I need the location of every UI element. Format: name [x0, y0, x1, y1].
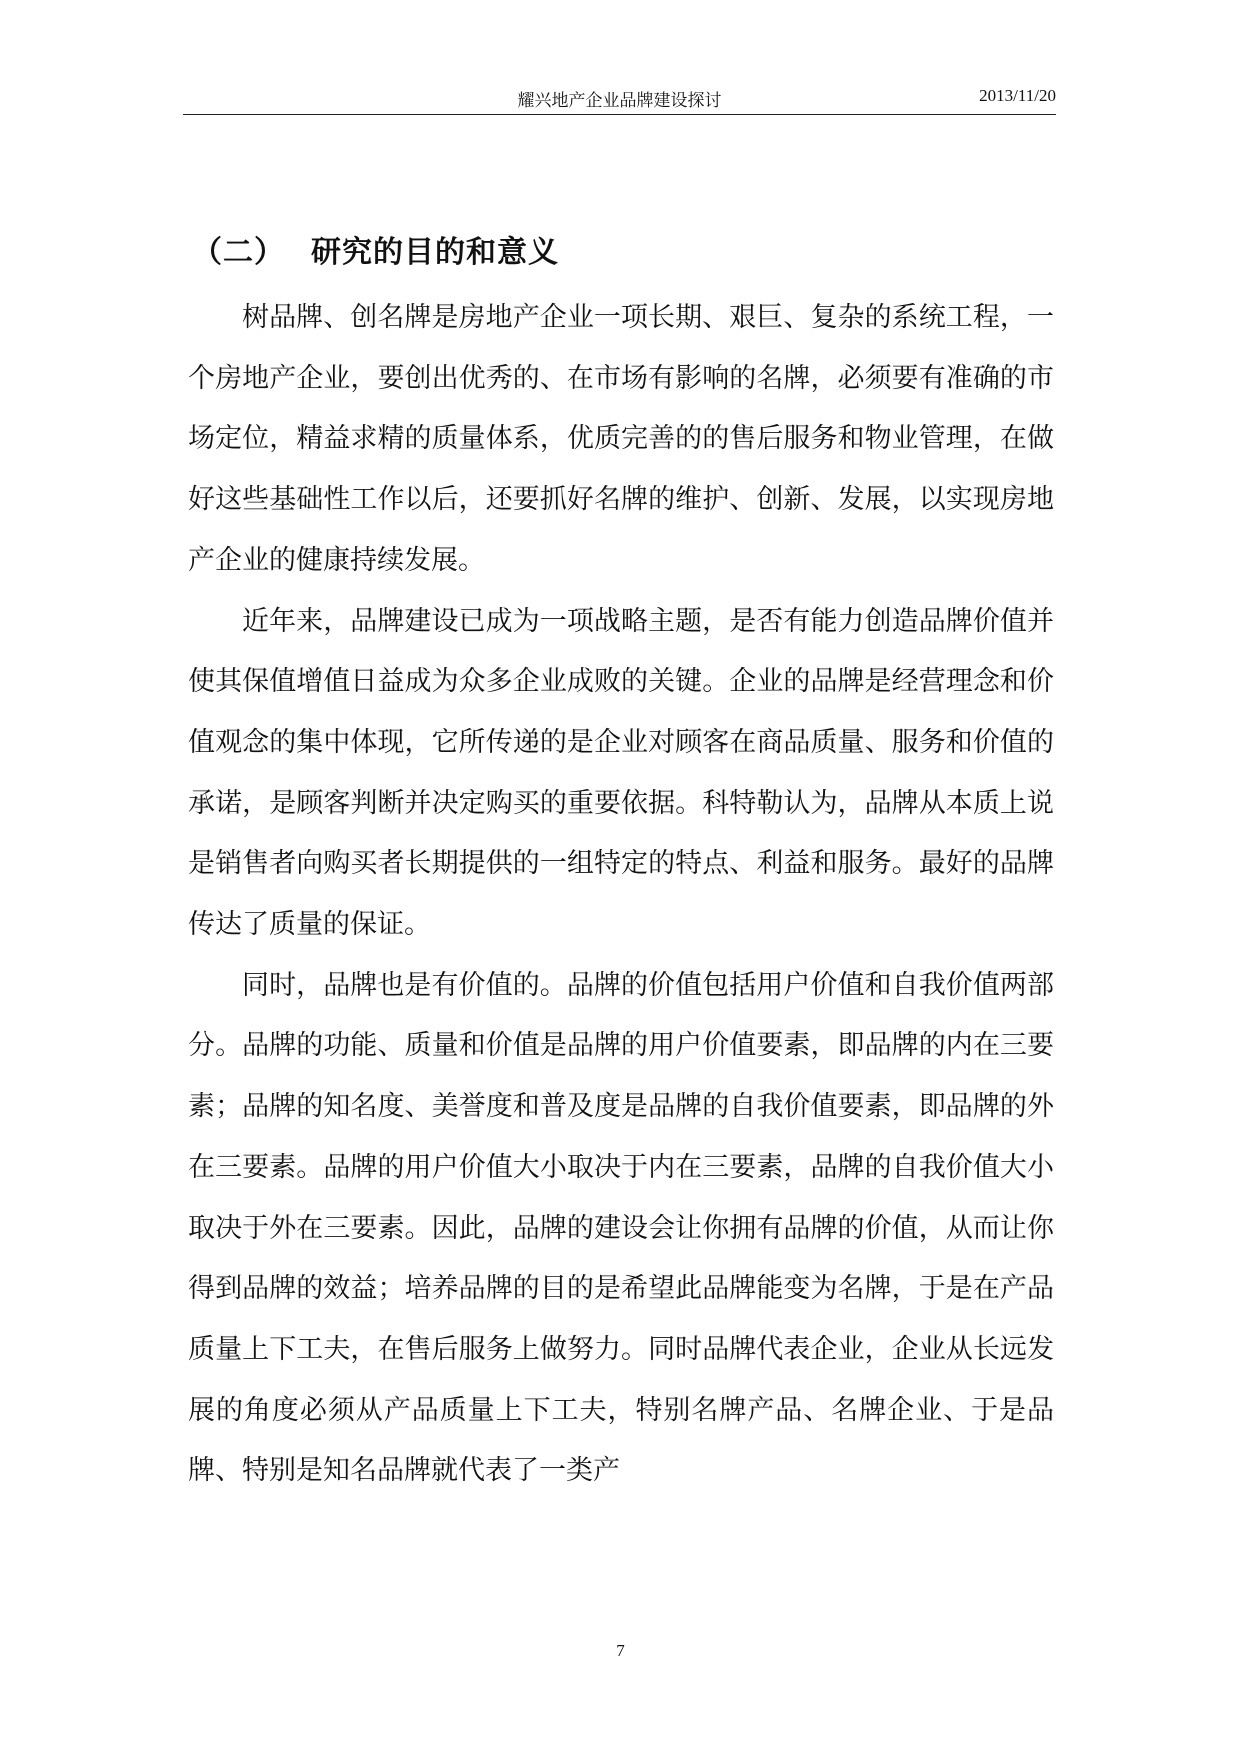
running-header	[183, 86, 1056, 115]
page-number: 7	[616, 1641, 625, 1660]
paragraph-3: 同时，品牌也是有价值的。品牌的价值包括用户价值和自我价值两部分。品牌的功能、质量和价值是品牌的用户价值要素，即品牌的内在三要素；品牌的知名度、美誉度和普及度是品牌的自我价值要素，即品牌的外在三要素。品牌的用户价值大小取决于内在三要素，品牌的自我价值大小取决于外在三要素。因此，品牌的建设会让你拥有品牌的价值，从而让你得到品牌的效益；培养品牌的目的是希望此品牌能变为名牌，于是在产品质量上下工夫，在售后服务上做努力。同时品牌代表企业，企业从长远发展的角度必须从产品质量上下工夫，特别名牌产品、名牌企业、于是品牌、特别是知名品牌就代表了一类产	[188, 969, 1054, 1487]
section-title: 研究的目的和意义	[311, 235, 559, 270]
section-number: （二）	[192, 235, 285, 270]
paragraph-2: 近年来，品牌建设已成为一项战略主题，是否有能力创造品牌价值并使其保值增值日益成为众多企业成败的关键。企业的品牌是经营理念和价值观念的集中体现，它所传递的是企业对顾客在商品质量、服务和价值的承诺，是顾客判断并决定购买的重要依据。科特勒认为，品牌从本质上说是销售者向购买者长期提供的一组特定的特点、利益和服务。最好的品牌传达了质量的保证。	[188, 605, 1054, 941]
header-title: 耀兴地产企业品牌建设探讨	[517, 91, 722, 110]
header-date: 2013/11/20	[979, 86, 1056, 105]
paragraph-1: 树品牌、创名牌是房地产企业一项长期、艰巨、复杂的系统工程，一个房地产企业，要创出优秀的、在市场有影响的名牌，必须要有准确的市场定位，精益求精的质量体系，优质完善的的售后服务和物业管理，在做好这些基础性工作以后，还要抓好名牌的维护、创新、发展，以实现房地产企业的健康持续发展。	[188, 302, 1054, 576]
section-heading	[192, 227, 559, 271]
body-text	[188, 288, 1054, 1502]
